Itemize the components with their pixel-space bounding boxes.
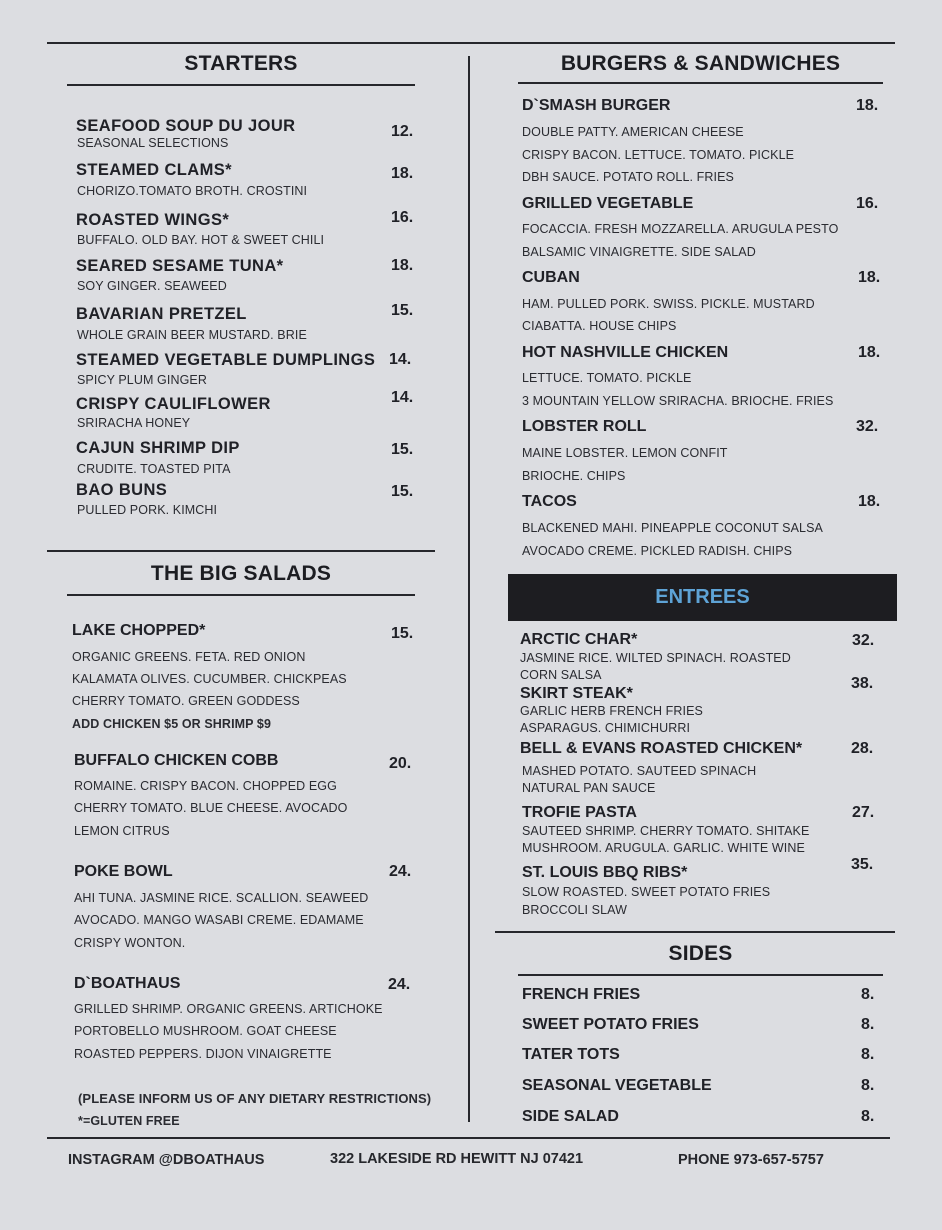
footer-instagram: INSTAGRAM @DBOATHAUS bbox=[68, 1152, 265, 1168]
entree-desc: SLOW ROASTED. SWEET POTATO FRIES bbox=[522, 885, 771, 899]
burger-desc: AVOCADO CREME. PICKLED RADISH. CHIPS bbox=[522, 544, 793, 558]
starter-price: 18. bbox=[391, 257, 414, 274]
burger-desc: HAM. PULLED PORK. SWISS. PICKLE. MUSTARD bbox=[522, 297, 815, 311]
burger-name: LOBSTER ROLL bbox=[522, 418, 647, 435]
burger-price: 18. bbox=[858, 493, 881, 510]
starter-name: STEAMED CLAMS* bbox=[76, 161, 232, 179]
entree-price: 32. bbox=[852, 632, 875, 649]
starter-desc: SRIRACHA HONEY bbox=[77, 416, 191, 430]
burger-desc: LETTUCE. TOMATO. PICKLE bbox=[522, 371, 692, 385]
burger-name: CUBAN bbox=[522, 269, 580, 286]
salad-name: D`BOATHAUS bbox=[74, 975, 181, 992]
burger-desc: DOUBLE PATTY. AMERICAN CHEESE bbox=[522, 125, 744, 139]
starters-heading: STARTERS bbox=[184, 52, 298, 75]
entree-price: 27. bbox=[852, 804, 875, 821]
salads-underline bbox=[67, 594, 415, 596]
burger-desc: CIABATTA. HOUSE CHIPS bbox=[522, 319, 677, 333]
salad-price: 24. bbox=[388, 976, 411, 993]
burger-price: 18. bbox=[858, 344, 881, 361]
salad-price: 15. bbox=[391, 625, 414, 642]
entree-desc: JASMINE RICE. WILTED SPINACH. ROASTED bbox=[520, 651, 791, 665]
starter-desc: WHOLE GRAIN BEER MUSTARD. BRIE bbox=[77, 328, 307, 342]
side-name: SEASONAL VEGETABLE bbox=[522, 1077, 712, 1094]
salad-desc: KALAMATA OLIVES. CUCUMBER. CHICKPEAS bbox=[72, 672, 347, 686]
entree-desc: SAUTEED SHRIMP. CHERRY TOMATO. SHITAKE bbox=[522, 824, 810, 838]
starter-price: 15. bbox=[391, 302, 414, 319]
starter-desc: BUFFALO. OLD BAY. HOT & SWEET CHILI bbox=[77, 233, 325, 247]
entree-price: 28. bbox=[851, 740, 874, 757]
side-price: 8. bbox=[861, 1046, 875, 1063]
burger-desc: BALSAMIC VINAIGRETTE. SIDE SALAD bbox=[522, 245, 756, 259]
salad-desc: PORTOBELLO MUSHROOM. GOAT CHEESE bbox=[74, 1024, 337, 1038]
starter-desc: CHORIZO.TOMATO BROTH. CROSTINI bbox=[77, 184, 308, 198]
starter-name: ROASTED WINGS* bbox=[76, 211, 230, 229]
salad-desc: AVOCADO. MANGO WASABI CREME. EDAMAME bbox=[74, 913, 364, 927]
salad-desc: ORGANIC GREENS. FETA. RED ONION bbox=[72, 650, 306, 664]
burger-price: 32. bbox=[856, 418, 879, 435]
starter-price: 14. bbox=[391, 389, 414, 406]
burger-name: TACOS bbox=[522, 493, 577, 510]
sides-heading: SIDES bbox=[668, 942, 733, 965]
gluten-free-note: *=GLUTEN FREE bbox=[78, 1114, 180, 1128]
entree-name: SKIRT STEAK* bbox=[520, 685, 633, 702]
entree-desc: GARLIC HERB FRENCH FRIES bbox=[520, 704, 703, 718]
entree-name: ST. LOUIS BBQ RIBS* bbox=[522, 864, 688, 881]
starters-underline bbox=[67, 84, 415, 86]
salad-name: LAKE CHOPPED* bbox=[72, 622, 206, 639]
starter-name: SEAFOOD SOUP DU JOUR bbox=[76, 117, 296, 135]
burger-desc: MAINE LOBSTER. LEMON CONFIT bbox=[522, 446, 728, 460]
salad-desc: GRILLED SHRIMP. ORGANIC GREENS. ARTICHOKE bbox=[74, 1002, 383, 1016]
starter-name: CAJUN SHRIMP DIP bbox=[76, 439, 240, 457]
side-name: TATER TOTS bbox=[522, 1046, 620, 1063]
starter-price: 18. bbox=[391, 165, 414, 182]
side-price: 8. bbox=[861, 1016, 875, 1033]
burger-desc: BRIOCHE. CHIPS bbox=[522, 469, 626, 483]
side-price: 8. bbox=[861, 1108, 875, 1125]
starter-desc: SPICY PLUM GINGER bbox=[77, 373, 207, 387]
entree-desc: BROCCOLI SLAW bbox=[522, 903, 628, 917]
entree-desc: CORN SALSA bbox=[520, 668, 602, 682]
sides-underline bbox=[518, 974, 883, 976]
burger-name: GRILLED VEGETABLE bbox=[522, 195, 694, 212]
burger-desc: BLACKENED MAHI. PINEAPPLE COCONUT SALSA bbox=[522, 521, 823, 535]
starter-price: 12. bbox=[391, 123, 414, 140]
salad-addon: ADD CHICKEN $5 OR SHRIMP $9 bbox=[72, 717, 272, 731]
starter-name: BAVARIAN PRETZEL bbox=[76, 305, 247, 323]
entree-price: 38. bbox=[851, 675, 874, 692]
salad-desc: LEMON CITRUS bbox=[74, 824, 170, 838]
side-price: 8. bbox=[861, 1077, 875, 1094]
top-rule bbox=[47, 42, 895, 44]
starter-name: BAO BUNS bbox=[76, 481, 168, 499]
entree-price: 35. bbox=[851, 856, 874, 873]
burger-price: 16. bbox=[856, 195, 879, 212]
salad-price: 20. bbox=[389, 755, 412, 772]
salad-desc: AHI TUNA. JASMINE RICE. SCALLION. SEAWEED bbox=[74, 891, 369, 905]
salad-desc: CHERRY TOMATO. BLUE CHEESE. AVOCADO bbox=[74, 801, 348, 815]
starter-price: 15. bbox=[391, 483, 414, 500]
burger-desc: 3 MOUNTAIN YELLOW SRIRACHA. BRIOCHE. FRIES bbox=[522, 394, 834, 408]
starter-name: SEARED SESAME TUNA* bbox=[76, 257, 284, 275]
starter-desc: SEASONAL SELECTIONS bbox=[77, 136, 229, 150]
salad-price: 24. bbox=[389, 863, 412, 880]
salads-top-rule bbox=[47, 550, 435, 552]
dietary-note: (PLEASE INFORM US OF ANY DIETARY RESTRICTIONS) bbox=[78, 1091, 432, 1106]
bottom-rule bbox=[47, 1137, 890, 1139]
entree-desc: MASHED POTATO. SAUTEED SPINACH bbox=[522, 764, 757, 778]
entree-name: ARCTIC CHAR* bbox=[520, 631, 638, 648]
salad-desc: CHERRY TOMATO. GREEN GODDESS bbox=[72, 694, 300, 708]
starter-price: 15. bbox=[391, 441, 414, 458]
starter-desc: PULLED PORK. KIMCHI bbox=[77, 503, 218, 517]
burger-desc: DBH SAUCE. POTATO ROLL. FRIES bbox=[522, 170, 734, 184]
entree-desc: MUSHROOM. ARUGULA. GARLIC. WHITE WINE bbox=[522, 841, 805, 855]
entree-name: TROFIE PASTA bbox=[522, 804, 637, 821]
side-name: FRENCH FRIES bbox=[522, 986, 641, 1003]
burger-price: 18. bbox=[856, 97, 879, 114]
sides-top-rule bbox=[495, 931, 895, 933]
center-divider bbox=[468, 56, 470, 1122]
entree-name: BELL & EVANS ROASTED CHICKEN* bbox=[520, 740, 803, 757]
side-name: SIDE SALAD bbox=[522, 1108, 619, 1125]
burgers-heading: BURGERS & SANDWICHES bbox=[560, 52, 841, 75]
side-name: SWEET POTATO FRIES bbox=[522, 1016, 699, 1033]
burger-desc: CRISPY BACON. LETTUCE. TOMATO. PICKLE bbox=[522, 148, 795, 162]
salad-desc: CRISPY WONTON. bbox=[74, 936, 186, 950]
starter-price: 14. bbox=[389, 351, 412, 368]
burger-desc: FOCACCIA. FRESH MOZZARELLA. ARUGULA PESTO bbox=[522, 222, 839, 236]
starter-name: STEAMED VEGETABLE DUMPLINGS bbox=[76, 351, 376, 369]
starter-desc: SOY GINGER. SEAWEED bbox=[77, 279, 227, 293]
salad-desc: ROMAINE. CRISPY BACON. CHOPPED EGG bbox=[74, 779, 337, 793]
burger-price: 18. bbox=[858, 269, 881, 286]
footer-address: 322 LAKESIDE RD HEWITT NJ 07421 bbox=[330, 1151, 584, 1167]
salad-name: BUFFALO CHICKEN COBB bbox=[74, 752, 279, 769]
starter-name: CRISPY CAULIFLOWER bbox=[76, 395, 271, 413]
footer-phone: PHONE 973-657-5757 bbox=[678, 1152, 824, 1168]
starter-desc: CRUDITE. TOASTED PITA bbox=[77, 462, 231, 476]
entree-desc: NATURAL PAN SAUCE bbox=[522, 781, 656, 795]
entree-desc: ASPARAGUS. CHIMICHURRI bbox=[520, 721, 691, 735]
salad-desc: ROASTED PEPPERS. DIJON VINAIGRETTE bbox=[74, 1047, 332, 1061]
burger-name: HOT NASHVILLE CHICKEN bbox=[522, 344, 729, 361]
entrees-heading: ENTREES bbox=[508, 574, 897, 621]
salad-name: POKE BOWL bbox=[74, 863, 173, 880]
salads-heading: THE BIG SALADS bbox=[150, 562, 332, 585]
burgers-underline bbox=[518, 82, 883, 84]
side-price: 8. bbox=[861, 986, 875, 1003]
starter-price: 16. bbox=[391, 209, 414, 226]
burger-name: D`SMASH BURGER bbox=[522, 97, 671, 114]
